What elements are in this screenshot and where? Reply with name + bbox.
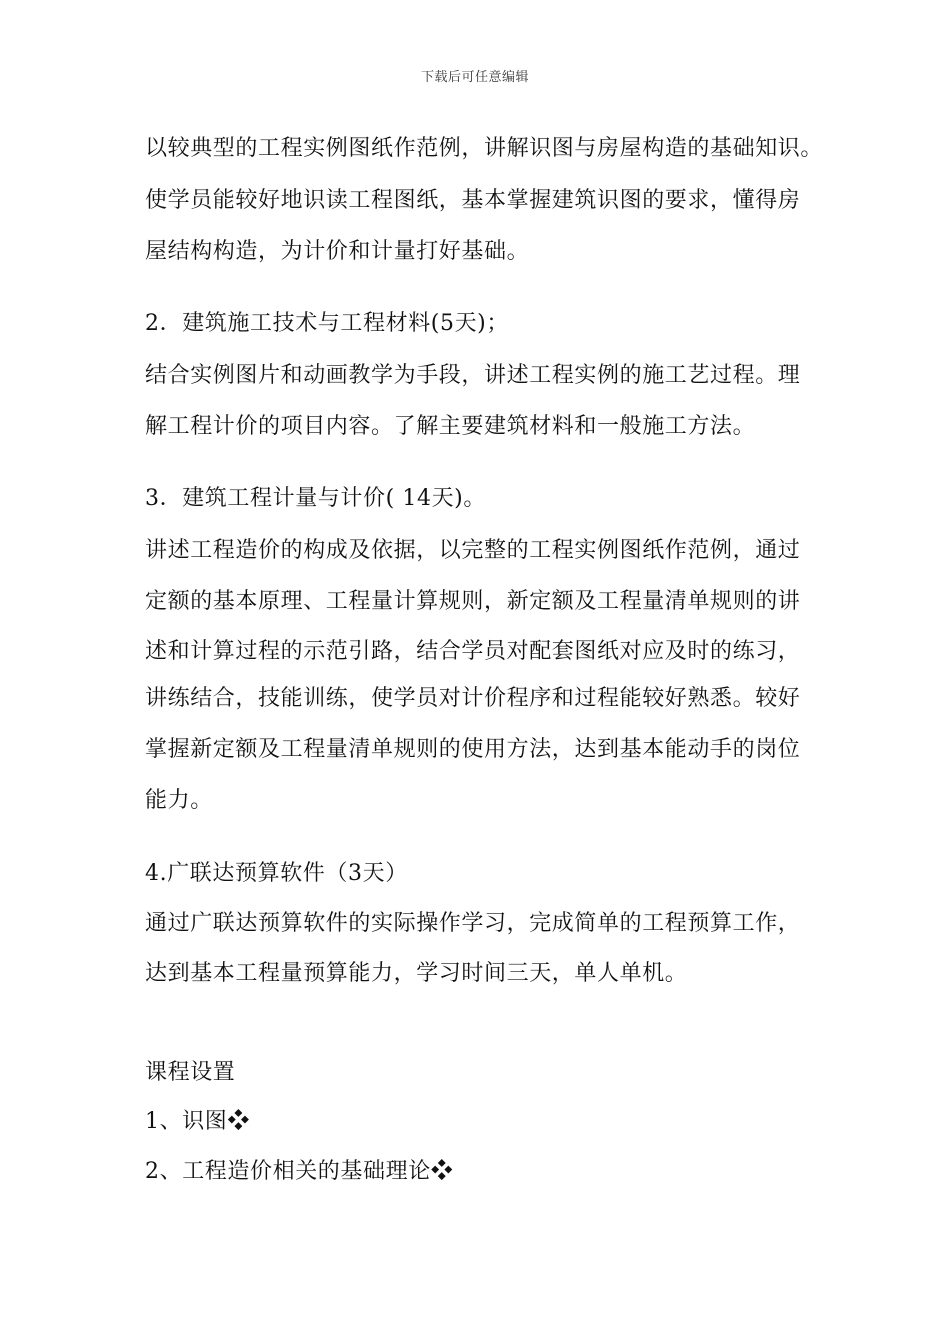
section-heading: 3．建筑工程计量与计价( 14天)。 [145, 486, 486, 511]
page-header-note: 下载后可任意编辑 [420, 70, 529, 85]
list-item: 1、识图❖ [145, 1109, 250, 1134]
paragraph-line: 以较典型的工程实例图纸作范例，讲解识图与房屋构造的基础知识。 [145, 136, 824, 161]
paragraph-line: 解工程计价的项目内容。了解主要建筑材料和一般施工方法。 [145, 414, 756, 439]
list-item: 2、工程造价相关的基础理论❖ [145, 1159, 454, 1184]
paragraph-line: 讲述工程造价的构成及依据，以完整的工程实例图纸作范例，通过 [145, 538, 801, 563]
paragraph-line: 述和计算过程的示范引路，结合学员对配套图纸对应及时的练习， [145, 639, 801, 664]
paragraph-line: 达到基本工程量预算能力，学习时间三天，单人单机。 [145, 961, 688, 986]
paragraph-line: 掌握新定额及工程量清单规则的使用方法，达到基本能动手的岗位 [145, 737, 801, 762]
paragraph-line: 屋结构构造，为计价和计量打好基础。 [145, 239, 530, 264]
section-heading: 2．建筑施工技术与工程材料(5天)； [145, 311, 509, 336]
paragraph-line: 结合实例图片和动画教学为手段，讲述工程实例的施工艺过程。理 [145, 363, 801, 388]
paragraph-line: 讲练结合，技能训练，使学员对计价程序和过程能较好熟悉。较好 [145, 686, 801, 711]
section-heading: 课程设置 [145, 1060, 236, 1085]
paragraph-line: 使学员能较好地识读工程图纸，基本掌握建筑识图的要求，懂得房 [145, 188, 801, 213]
paragraph-line: 通过广联达预算软件的实际操作学习，完成简单的工程预算工作， [145, 911, 801, 936]
section-heading: 4.广联达预算软件（3天） [145, 861, 408, 886]
paragraph-line: 定额的基本原理、工程量计算规则，新定额及工程量清单规则的讲 [145, 589, 801, 614]
paragraph-line: 能力。 [145, 788, 213, 813]
